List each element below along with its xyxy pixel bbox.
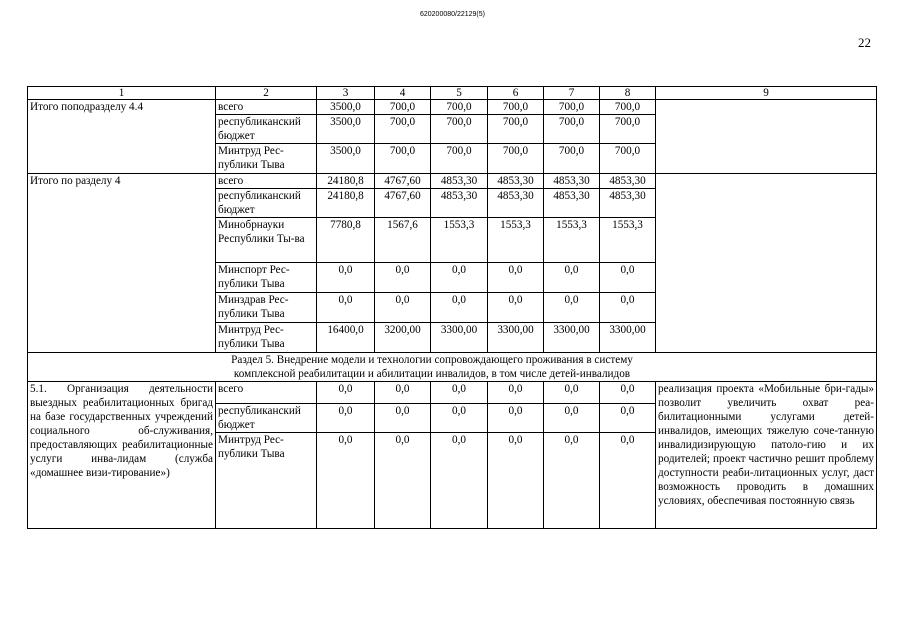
value-cell: 700,0 — [600, 115, 656, 144]
value-cell: 700,0 — [544, 115, 600, 144]
value-cell: 3300,00 — [488, 323, 544, 353]
value-cell: 7780,8 — [317, 218, 375, 263]
header-row — [28, 87, 877, 100]
value-cell: 0,0 — [600, 263, 656, 293]
value-cell: 0,0 — [375, 433, 431, 529]
value-cell: 0,0 — [488, 263, 544, 293]
value-cell: 700,0 — [431, 100, 488, 115]
value-cell: 0,0 — [317, 293, 375, 323]
value-cell: 0,0 — [375, 404, 431, 433]
value-cell: 0,0 — [431, 404, 488, 433]
value-cell: 0,0 — [488, 382, 544, 404]
funding-source: Минздрав Рес-публики Тыва — [216, 293, 317, 323]
table-row — [28, 353, 877, 382]
value-cell: 0,0 — [544, 293, 600, 323]
note-cell — [656, 174, 877, 353]
funding-source: Минспорт Рес-публики Тыва — [216, 263, 317, 293]
section-title: Раздел 5. Внедрение модели и технологии сопровождающего проживания в систему комплексной реабилитации и абилитации инвалидов, в том числе детей-инвалидов — [28, 353, 877, 382]
value-cell: 0,0 — [431, 433, 488, 529]
value-cell: 0,0 — [600, 382, 656, 404]
value-cell: 16400,0 — [317, 323, 375, 353]
header-cell: 8 — [600, 87, 656, 100]
value-cell: 3500,0 — [317, 115, 375, 144]
value-cell: 0,0 — [375, 293, 431, 323]
funding-source: республиканский бюджет — [216, 115, 317, 144]
value-cell: 3200,00 — [375, 323, 431, 353]
value-cell: 4853,30 — [488, 174, 544, 189]
funding-source: всего — [216, 382, 317, 404]
header-cell: 1 — [28, 87, 216, 100]
value-cell: 0,0 — [488, 404, 544, 433]
value-cell: 700,0 — [431, 115, 488, 144]
funding-source: Минобрнауки Республики Ты-ва — [216, 218, 317, 263]
value-cell: 0,0 — [488, 433, 544, 529]
value-cell: 0,0 — [375, 382, 431, 404]
budget-table — [27, 86, 877, 529]
value-cell: 3300,00 — [544, 323, 600, 353]
value-cell: 0,0 — [317, 263, 375, 293]
note-cell — [656, 100, 877, 174]
value-cell: 4853,30 — [600, 174, 656, 189]
value-cell: 1553,3 — [600, 218, 656, 263]
value-cell: 700,0 — [375, 115, 431, 144]
table-row — [28, 100, 877, 115]
value-cell: 0,0 — [544, 404, 600, 433]
value-cell: 4853,30 — [544, 189, 600, 218]
value-cell: 4853,30 — [431, 174, 488, 189]
value-cell: 4853,30 — [600, 189, 656, 218]
value-cell: 1567,6 — [375, 218, 431, 263]
value-cell: 0,0 — [544, 382, 600, 404]
value-cell: 3500,0 — [317, 100, 375, 115]
value-cell: 700,0 — [488, 100, 544, 115]
value-cell: 0,0 — [317, 404, 375, 433]
value-cell: 3300,00 — [600, 323, 656, 353]
value-cell: 3500,0 — [317, 144, 375, 174]
value-cell: 0,0 — [544, 263, 600, 293]
value-cell: 0,0 — [317, 433, 375, 529]
value-cell: 1553,3 — [544, 218, 600, 263]
value-cell: 3300,00 — [431, 323, 488, 353]
value-cell: 700,0 — [488, 115, 544, 144]
value-cell: 700,0 — [600, 100, 656, 115]
value-cell: 4853,30 — [431, 189, 488, 218]
value-cell: 1553,3 — [488, 218, 544, 263]
funding-source: Минтруд Рес-публики Тыва — [216, 144, 317, 174]
value-cell: 1553,3 — [431, 218, 488, 263]
funding-source: республиканский бюджет — [216, 189, 317, 218]
value-cell: 700,0 — [544, 100, 600, 115]
value-cell: 4853,30 — [544, 174, 600, 189]
value-cell: 4767,60 — [375, 189, 431, 218]
header-cell: 5 — [431, 87, 488, 100]
value-cell: 0,0 — [431, 382, 488, 404]
value-cell: 24180,8 — [317, 189, 375, 218]
value-cell: 700,0 — [488, 144, 544, 174]
table-row — [28, 382, 877, 404]
funding-source: Минтруд Рес-публики Тыва — [216, 433, 317, 529]
value-cell: 0,0 — [431, 263, 488, 293]
funding-source: всего — [216, 174, 317, 189]
header-cell: 7 — [544, 87, 600, 100]
header-cell: 3 — [317, 87, 375, 100]
funding-source: республиканский бюджет — [216, 404, 317, 433]
value-cell: 700,0 — [544, 144, 600, 174]
value-cell: 700,0 — [375, 100, 431, 115]
value-cell: 24180,8 — [317, 174, 375, 189]
value-cell: 0,0 — [544, 433, 600, 529]
funding-source: Минтруд Рес-публики Тыва — [216, 323, 317, 353]
value-cell: 4853,30 — [488, 189, 544, 218]
value-cell: 700,0 — [600, 144, 656, 174]
value-cell: 0,0 — [375, 263, 431, 293]
header-cell: 4 — [375, 87, 431, 100]
value-cell: 4767,60 — [375, 174, 431, 189]
header-cell: 9 — [656, 87, 877, 100]
value-cell: 0,0 — [317, 382, 375, 404]
row-label: Итого поподразделу 4.4 — [28, 100, 216, 174]
page-number: 22 — [858, 35, 871, 50]
document-id: 620200080/22129(5) — [419, 11, 485, 18]
table-row — [28, 174, 877, 189]
header-cell: 6 — [488, 87, 544, 100]
value-cell: 0,0 — [488, 293, 544, 323]
header-cell: 2 — [216, 87, 317, 100]
row-label: 5.1. Организация деятельности выездных реабилитационных бригад на базе государственных учреждений социального об-служивания, предоставляющих реабилитационные услуги инва-лидам (служба «домашнее визи-тирование») — [28, 382, 216, 529]
value-cell: 0,0 — [600, 433, 656, 529]
funding-source: всего — [216, 100, 317, 115]
row-label: Итого по разделу 4 — [28, 174, 216, 353]
value-cell: 700,0 — [375, 144, 431, 174]
value-cell: 700,0 — [431, 144, 488, 174]
value-cell: 0,0 — [431, 293, 488, 323]
note-cell: реализация проекта «Мобильные бри-гады» позволит увеличить охват реа-билитационными услугами детей-инвалидов, имеющих тяжелую соче-танную инвалидизирующую патоло-гию и их родителей; проект частично решит проблему доступности реаби-литационных услуг, даст возможность проводить в домашних условиях, обеспечивая постоянную связь — [656, 382, 877, 529]
value-cell: 0,0 — [600, 293, 656, 323]
value-cell: 0,0 — [600, 404, 656, 433]
